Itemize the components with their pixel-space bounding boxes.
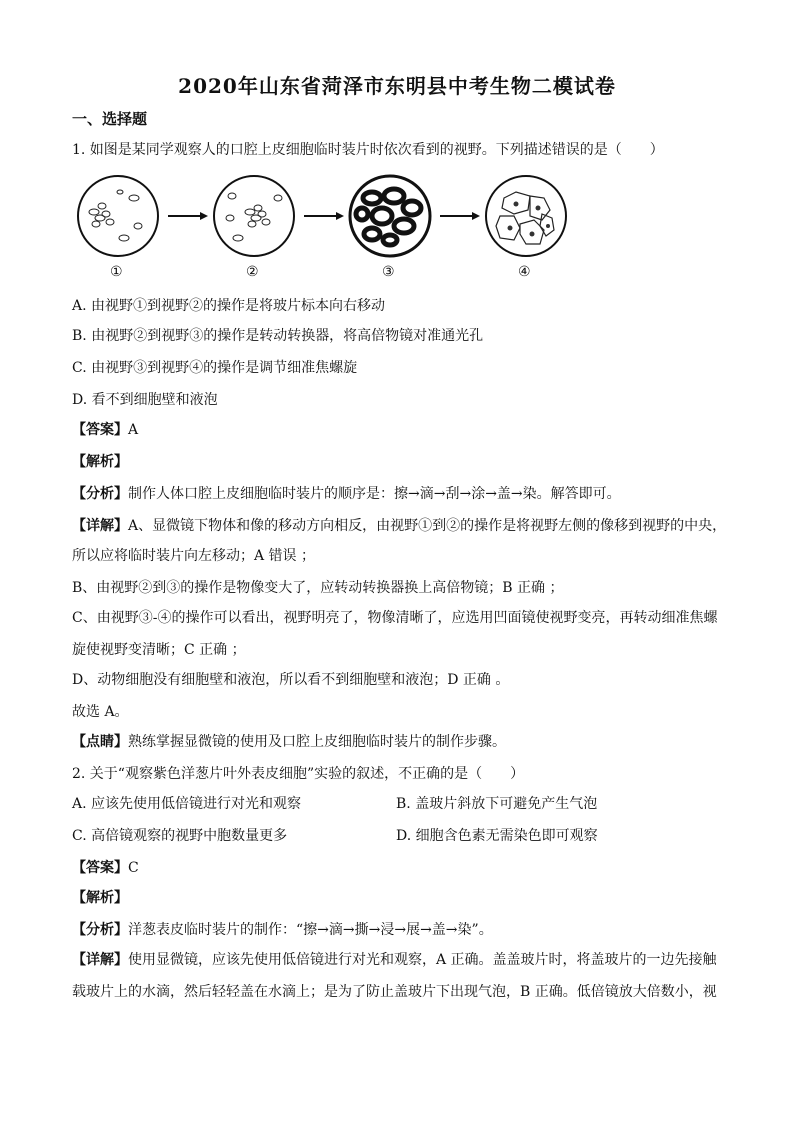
q1-option-c: C. 由视野③到视野④的操作是调节细准焦螺旋 [72, 360, 358, 376]
q1-option-b: B. 由视野②到视野③的操作是转动转换器，将高倍物镜对准通光孔 [72, 328, 484, 344]
fenxi-text: 制作人体口腔上皮细胞临时装片的顺序是：擦→滴→刮→涂→盖→染。解答即可。 [128, 486, 621, 502]
q2-option-b: B. 盖玻片斜放下可避免产生气泡 [396, 796, 598, 812]
q2-fenxi [72, 920, 493, 940]
detail-text: 使用显微镜，应该先使用低倍镜进行对光和观察，A 正确。盖盖玻片时，将盖玻片的一边先接触 [128, 952, 717, 968]
q2-answer [72, 858, 139, 878]
fenxi-tag: 【分析】 [72, 486, 128, 502]
view-2-icon [214, 176, 294, 256]
section-heading: 一、选择题 [72, 110, 148, 128]
dianjing-tag: 【点睛】 [72, 734, 128, 750]
detail-text: A、显微镜下物体和像的移动方向相反，由视野①到②的操作是将视野左侧的像移到视野的中央， [128, 518, 727, 534]
page-title: 2020年山东省菏泽市东明县中考生物二模试卷 [178, 74, 616, 98]
q1-option-d: D. 看不到细胞壁和液泡 [72, 392, 218, 408]
dianjing-text: 熟练掌握显微镜的使用及口腔上皮细胞临时装片的制作步骤。 [128, 734, 506, 750]
answer-value: C [128, 860, 139, 876]
q1-detail-line-5: 旋使视野变清晰；C 正确 ； [72, 642, 246, 658]
fenxi-tag: 【分析】 [72, 922, 128, 938]
q2-stem: 2. 关于“观察紫色洋葱片叶外表皮细胞”实验的叙述，不正确的是（ ） [72, 766, 525, 782]
q1-detail-line-4: C、由视野③-④的操作可以看出，视野明亮了，物像清晰了，应选用凹面镜使视野变亮，再转动细准焦螺 [72, 610, 718, 626]
answer-tag: 【答案】 [72, 860, 128, 876]
view-label-4: ④ [518, 264, 531, 280]
detail-tag: 【详解】 [72, 518, 128, 534]
q1-answer [72, 420, 138, 440]
q1-detail-line-7: 故选 A。 [72, 704, 129, 720]
q2-option-a: A. 应该先使用低倍镜进行对光和观察 [72, 796, 302, 812]
q1-fenxi [72, 484, 621, 504]
q2-option-d: D. 细胞含色素无需染色即可观察 [396, 828, 598, 844]
view-1-icon [78, 176, 158, 256]
view-label-1: ① [110, 264, 123, 280]
q2-analysis-tag: 【解析】 [72, 890, 128, 906]
q1-stem: 1. 如图是某同学观察人的口腔上皮细胞临时装片时依次看到的视野。下列描述错误的是（ ） [72, 142, 664, 158]
view-3-icon [350, 176, 430, 256]
fenxi-text: 洋葱表皮临时装片的制作：“擦→滴→撕→浸→展→盖→染”。 [128, 922, 493, 938]
detail-tag: 【详解】 [72, 952, 128, 968]
view-label-3: ③ [382, 264, 395, 280]
answer-value: A [128, 422, 139, 438]
q1-figure [72, 168, 572, 288]
q1-detail-line-6: D、动物细胞没有细胞壁和液泡，所以看不到细胞壁和液泡；D 正确 。 [72, 672, 510, 688]
microscope-views-diagram [72, 168, 572, 288]
q2-detail-line-2: 载玻片上的水滴，然后轻轻盖在水滴上；是为了防止盖玻片下出现气泡，B 正确。低倍镜放大倍数小，视 [72, 984, 717, 1000]
q1-dianjing [72, 732, 506, 752]
q2-detail-line-1 [72, 950, 717, 970]
q1-analysis-tag: 【解析】 [72, 454, 128, 470]
answer-tag: 【答案】 [72, 422, 128, 438]
view-4-icon [486, 176, 566, 256]
view-label-2: ② [246, 264, 259, 280]
q1-detail-line-2: 所以应将临时装片向左移动；A 错误 ； [72, 548, 316, 564]
q1-option-a: A. 由视野①到视野②的操作是将玻片标本向右移动 [72, 298, 386, 314]
q1-detail-line-1 [72, 516, 726, 536]
q2-option-c: C. 高倍镜观察的视野中胞数量更多 [72, 828, 288, 844]
q1-detail-line-3: B、由视野②到③的操作是物像变大了，应转动转换器换上高倍物镜；B 正确 ； [72, 580, 564, 596]
